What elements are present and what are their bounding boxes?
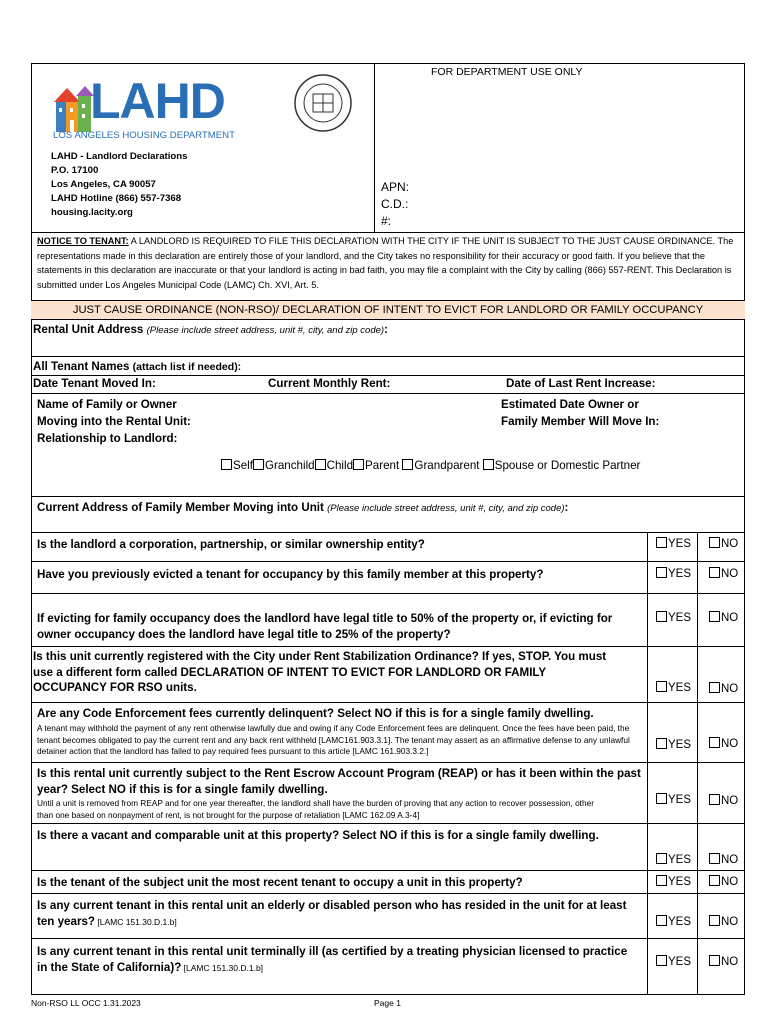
logo-subtitle: LOS ANGELES HOUSING DEPARTMENT — [53, 130, 235, 141]
yes-checkbox[interactable]: YES — [656, 955, 691, 968]
divider — [31, 938, 745, 939]
form-id: Non-RSO LL OCC 1.31.2023 — [31, 998, 141, 1008]
city-seal — [294, 72, 352, 134]
owner-name-label: Moving into the Rental Unit: — [37, 415, 191, 428]
family-address-label: Current Address of Family Member Moving into Unit — [37, 501, 328, 514]
relationship-child-checkbox[interactable]: Child — [315, 459, 353, 472]
question-legal-title: If evicting for family occupancy does the landlord have legal title to 50% of the property or, if evicting for owner occupancy does the landlord have legal title to 25% of the property? — [37, 612, 613, 641]
address-line: P.O. 17100 — [51, 165, 99, 176]
divider — [31, 496, 745, 497]
divider — [31, 375, 745, 376]
reap-note: Until a unit is removed from REAP and for one year thereafter, the landlord shall have the burden of proving that any action to recover possession, other than one based on nonpayment of rent, is not brought for the purpose of retaliation [LAMC 162.09 A.3-4] — [37, 798, 594, 820]
yes-checkbox[interactable]: YES — [656, 681, 691, 694]
number-field[interactable]: #: — [381, 214, 392, 228]
address-line: LAHD - Landlord Declarations — [51, 151, 188, 162]
divider — [31, 702, 745, 703]
yes-checkbox[interactable]: YES — [656, 611, 691, 624]
address-line: housing.lacity.org — [51, 207, 133, 218]
rental-unit-address-field[interactable] — [33, 323, 388, 336]
notice-to-tenant — [37, 234, 742, 292]
lahd-logo — [50, 73, 235, 142]
apn-field[interactable]: APN: — [381, 180, 410, 194]
relationship-label: Relationship to Landlord: — [37, 432, 178, 445]
divider — [31, 393, 745, 394]
rental-unit-colon: : — [384, 323, 388, 336]
question-most-recent-tenant: Is the tenant of the subject unit the most recent tenant to occupy a unit in this property? — [37, 876, 523, 889]
relationship-parent-checkbox[interactable]: Parent — [353, 459, 402, 472]
move-in-date-field[interactable] — [501, 396, 659, 430]
yes-checkbox[interactable]: YES — [656, 915, 691, 928]
yes-checkbox[interactable]: YES — [656, 853, 691, 866]
family-address-hint: (Please include street address, unit #, city, and zip code) — [327, 503, 565, 514]
no-checkbox[interactable]: NO — [709, 682, 738, 695]
form-title-text: JUST CAUSE ORDINANCE (NON-RSO)/ DECLARATION OF INTENT TO EVICT FOR LANDLORD OR FAMILY OCCUPANCY — [72, 304, 704, 316]
owner-name-field[interactable] — [37, 396, 191, 430]
divider — [31, 593, 745, 594]
owner-name-label: Name of Family or Owner — [37, 398, 177, 411]
no-checkbox[interactable]: NO — [709, 915, 738, 928]
question-vacant-unit: Is there a vacant and comparable unit at this property? Select NO if this is for a single family dwelling. — [37, 829, 599, 842]
family-address-field[interactable] — [37, 501, 568, 514]
question-terminally-ill: Is any current tenant in this rental unit terminally ill (as certified by a treating physician licensed to practice in the State of California)? [LAMC 151.30.D.1.b] — [37, 945, 628, 974]
divider — [31, 561, 745, 562]
relationship-grandchild-checkbox[interactable]: Granchild — [253, 459, 315, 472]
divider — [31, 532, 745, 533]
yes-checkbox[interactable]: YES — [656, 875, 691, 888]
divider — [31, 356, 745, 357]
mailing-address — [51, 150, 187, 220]
divider — [31, 232, 745, 233]
question-corporation: Is the landlord a corporation, partnership, or similar ownership entity? — [37, 538, 425, 551]
move-in-date-label: Estimated Date Owner or — [501, 398, 639, 411]
page-number: Page 1 — [374, 998, 401, 1008]
address-line: LAHD Hotline (866) 557-7368 — [51, 193, 182, 204]
lamc-reference: [LAMC 151.30.D.1.b] — [181, 962, 264, 973]
relationship-spouse-checkbox[interactable]: Spouse or Domestic Partner — [483, 459, 641, 472]
rental-unit-label: Rental Unit Address — [33, 323, 144, 336]
no-checkbox[interactable]: NO — [709, 737, 738, 750]
address-line: Los Angeles, CA 90057 — [51, 179, 156, 190]
no-checkbox[interactable]: NO — [709, 955, 738, 968]
divider — [31, 823, 745, 824]
yes-checkbox[interactable]: YES — [656, 567, 691, 580]
no-checkbox[interactable]: NO — [709, 611, 738, 624]
header-divider — [374, 63, 375, 233]
last-increase-field[interactable]: Date of Last Rent Increase: — [506, 377, 656, 390]
question-previous-eviction: Have you previously evicted a tenant for occupancy by this family member at this property? — [37, 568, 544, 581]
form-title — [31, 300, 745, 320]
notice-label: NOTICE TO TENANT: — [37, 236, 129, 246]
rental-unit-hint: (Please include street address, unit #, city, and zip code) — [146, 325, 385, 336]
divider — [31, 762, 745, 763]
family-address-colon: : — [564, 501, 569, 514]
move-in-date-label: Family Member Will Move In: — [501, 415, 660, 428]
question-reap: Is this rental unit currently subject to the Rent Escrow Account Program (REAP) or has it been within the past year? Select NO if this is for a single family dwelling. — [37, 767, 641, 796]
divider — [31, 646, 745, 647]
code-enforcement-note: A tenant may withhold the payment of any rent otherwise lawfully due and owing if any Code Enforcement fees are delinquent. Once the fees have been paid, the tenant becomes obligated to pay the current rent and any back rent withheld [LAMC161.903.3.1]. The tenant may assert as an affirmative defense to any unlawful detainer action that the landlord has failed to pay required fees pursuant to this article [LAMC 161.903.3.2.] — [37, 723, 630, 756]
relationship-self-checkbox[interactable]: Self — [221, 459, 253, 472]
current-rent-field[interactable]: Current Monthly Rent: — [268, 377, 391, 390]
yes-column-divider — [647, 532, 648, 995]
divider — [31, 870, 745, 871]
tenant-names-hint: (attach list if needed): — [132, 361, 242, 373]
logo-text: LAHD — [90, 73, 225, 129]
no-checkbox[interactable]: NO — [709, 853, 738, 866]
question-elderly-disabled: Is any current tenant in this rental unit an elderly or disabled person who has resided in the unit for at least ten years? [LAMC 151.30.D.1.b] — [37, 899, 627, 928]
tenant-names-field[interactable] — [33, 360, 241, 373]
lamc-reference: [LAMC 151.30.D.1.b] — [95, 916, 177, 927]
divider — [31, 893, 745, 894]
no-checkbox[interactable]: NO — [709, 875, 738, 888]
tenant-names-label: All Tenant Names — [33, 360, 130, 373]
notice-text: A LANDLORD IS REQUIRED TO FILE THIS DECLARATION WITH THE CITY IF THE UNIT IS SUBJECT TO THE JUST CAUSE ORDINANCE. The representations made in this declaration are entirely those of your landlord, and the City takes no responsibility for their accuracy or good faith. If you believe that the statements in this declaration are inaccurate or that your landlord is acting in bad faith, you may file a complaint with the City by calling (866) 557-RENT. This Declaration is submitted under Los Angeles Municipal Code (LAMC) Ch. XVI, Art. 5. — [37, 236, 734, 290]
question-code-enforcement: Are any Code Enforcement fees currently delinquent? Select NO if this is for a single family dwelling. — [37, 707, 594, 720]
no-checkbox[interactable]: NO — [709, 794, 738, 807]
question-rso-registered: Is this unit currently registered with the City under Rent Stabilization Ordinance? If yes, STOP. You must use a different form called DECLARATION OF INTENT TO EVICT FOR LANDLORD OR FAMILY OCCUPANCY FOR RSO units. — [33, 650, 607, 694]
cd-field[interactable]: C.D.: — [381, 197, 409, 211]
no-checkbox[interactable]: NO — [709, 537, 738, 550]
date-moved-in-field[interactable]: Date Tenant Moved In: — [33, 377, 156, 390]
yes-checkbox[interactable]: YES — [656, 793, 691, 806]
no-column-divider — [697, 532, 698, 995]
relationship-grandparent-checkbox[interactable]: Grandparent — [402, 459, 482, 472]
relationship-options — [221, 459, 640, 472]
yes-checkbox[interactable]: YES — [656, 738, 691, 751]
no-checkbox[interactable]: NO — [709, 567, 738, 580]
city-seal-icon — [294, 72, 352, 134]
yes-checkbox[interactable]: YES — [656, 537, 691, 550]
dept-use-label: FOR DEPARTMENT USE ONLY — [431, 66, 583, 78]
